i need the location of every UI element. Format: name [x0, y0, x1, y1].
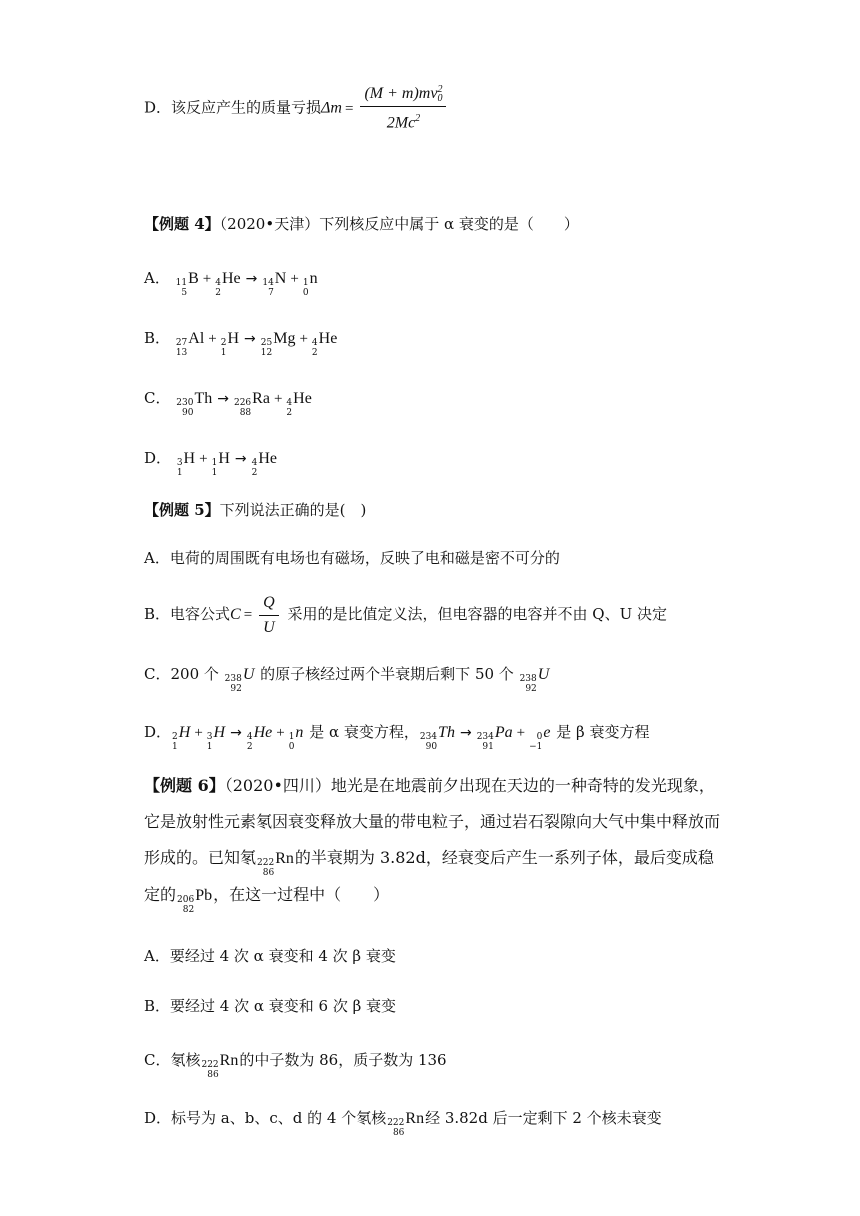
mass-number: 4	[251, 458, 258, 468]
q6-option-b: B．要经过 4 次 α 衰变和 6 次 β 衰变	[144, 997, 397, 1015]
nuclide-numbers	[172, 732, 178, 752]
element-symbol: H	[213, 724, 226, 741]
atomic-number: 2	[311, 348, 318, 358]
element-symbol: H	[227, 330, 240, 347]
nuclide-th234	[420, 721, 455, 750]
q5-option-c: C．200 个 238 92 U 的原子核经过两个半衰期后剩下 50 个 238 92 U	[144, 665, 550, 694]
nuclide-h3	[207, 721, 225, 750]
nuclide-numbers	[225, 674, 242, 694]
atomic-number: 2	[246, 742, 253, 752]
q4-source: （2020•天津）	[219, 215, 320, 233]
nuclide-th230	[176, 387, 212, 416]
atomic-number: 86	[392, 1128, 405, 1138]
nuclide-n1	[303, 267, 318, 296]
q6-stem-3: ，在这一过程中（ ）	[213, 885, 390, 904]
nuclide-electron	[529, 721, 550, 750]
nuclide-numbers	[201, 1060, 218, 1080]
q4-stem: 下列核反应中属于 α 衰变的是（ ）	[319, 215, 579, 233]
q5-question	[144, 498, 366, 522]
mass-number: 1	[211, 458, 218, 468]
element-symbol: He	[293, 390, 312, 407]
mass-number: 4	[311, 338, 318, 348]
element-symbol: Rn	[405, 1110, 425, 1127]
nuclide-numbers	[176, 278, 187, 298]
nuclide-numbers	[289, 732, 295, 752]
atomic-number: 86	[262, 868, 275, 878]
nuclide-numbers	[247, 732, 253, 752]
nuclide-he4	[215, 267, 240, 296]
mass-number: 25	[260, 338, 273, 348]
mass-number: 222	[201, 1060, 219, 1070]
atomic-number: 0	[288, 742, 295, 752]
q3-option-d-prefix: D．该反应产生的质量亏损	[144, 98, 322, 117]
atomic-number: 13	[175, 348, 188, 358]
mass-number: 3	[176, 458, 183, 468]
nuclide-u238	[225, 663, 255, 692]
nuclide-al27	[176, 327, 204, 356]
atomic-number: 90	[182, 408, 194, 418]
element-symbol: Pb	[195, 887, 213, 904]
mass-number: 11	[175, 278, 188, 288]
atomic-number: 0	[302, 288, 309, 298]
q6-source: （2020•四川）	[224, 776, 331, 795]
nuclide-numbers	[387, 1118, 404, 1138]
q5-option-a: A．电荷的周围既有电场也有磁场，反映了电和磁是密不可分的	[144, 549, 560, 567]
element-symbol: n	[309, 270, 318, 287]
nuclide-rn222	[201, 1049, 238, 1078]
mass-number: 238	[519, 674, 537, 684]
mass-number: 1	[288, 732, 295, 742]
atomic-number: 91	[482, 742, 494, 752]
element-symbol: Rn	[275, 850, 294, 867]
nuclide-numbers	[257, 858, 274, 878]
element-symbol: He	[318, 330, 338, 347]
q6-option-a: A．要经过 4 次 α 衰变和 4 次 β 衰变	[144, 947, 396, 965]
element-symbol: He	[253, 724, 273, 741]
atomic-number: 1	[206, 742, 213, 752]
q4-option-d: D． 3 1 H + 1 1 H → 4 2 He	[144, 449, 277, 478]
q5-option-b: B．电容公式C = $\frac{Q}{U}$ 采用的是比值定义法，但电容器的电容并不由 Q、U 决定	[144, 593, 667, 636]
nuclide-numbers	[234, 398, 251, 418]
q4-option-a: A． 11 5 B + 4 2 He → 14 7 N + 1 0 n	[144, 269, 318, 298]
nuclide-rn222	[257, 841, 294, 877]
mass-number: 4	[215, 278, 221, 288]
nuclide-numbers	[212, 458, 218, 478]
q5-capacitance-fraction: $\frac{Q}{U}$	[259, 593, 279, 638]
atomic-number: 86	[207, 1070, 219, 1080]
nuclide-numbers	[477, 732, 494, 752]
nuclide-numbers	[420, 732, 437, 752]
q6-option-d: D．标号为 a、b、c、d 的 4 个氡核 222 86 Rn 经 3.82d 后一定剩下 2 个核未衰变	[144, 1109, 662, 1138]
q3-fraction-numerator: (M + m)mv	[364, 85, 438, 102]
nuclide-numbers	[207, 732, 213, 752]
element-symbol: U	[537, 666, 550, 683]
nuclide-he4	[252, 447, 277, 476]
nuclide-pb206	[177, 878, 212, 914]
atomic-number: 1	[172, 742, 178, 752]
mass-number: 27	[175, 338, 188, 348]
element-symbol: U	[242, 666, 255, 683]
q4-option-c: C． 230 90 Th → 226 88 Ra + 4 2 He	[144, 389, 312, 418]
nuclide-pa234	[477, 721, 513, 750]
element-symbol: Al	[188, 330, 205, 347]
element-symbol: Pa	[494, 724, 513, 741]
mass-number: 4	[246, 732, 253, 742]
nuclide-rn222	[387, 1107, 424, 1136]
q4-option-b: B． 27 13 Al + 2 1 H → 25 12 Mg + 4 2 He	[144, 329, 338, 358]
nuclide-n14	[262, 267, 286, 296]
nuclide-numbers	[176, 398, 193, 418]
nuclide-h2	[221, 327, 239, 356]
nuclide-mg25	[261, 327, 296, 356]
atomic-number: 5	[181, 288, 188, 298]
element-symbol: e	[543, 724, 551, 741]
element-symbol: He	[221, 270, 241, 287]
atomic-number: 1	[176, 468, 183, 478]
q3-option-d-eq: =	[344, 100, 354, 117]
q3-option-d	[144, 84, 450, 133]
element-symbol: Th	[438, 724, 455, 741]
q4-header: 【例题 4】	[144, 215, 220, 233]
atomic-number: 88	[239, 408, 252, 418]
nuclide-numbers	[177, 895, 194, 915]
q6-header: 【例题 6】	[144, 776, 225, 795]
atomic-number: −1	[529, 742, 543, 752]
atomic-number: 2	[215, 288, 221, 298]
atomic-number: 2	[286, 408, 293, 418]
nuclide-numbers	[303, 278, 309, 298]
element-symbol: H	[183, 450, 196, 467]
atomic-number: 12	[260, 348, 273, 358]
nuclide-numbers	[529, 732, 542, 752]
q6-stem-2: 的半衰期为 3.82d，经衰变后产生一系列子体，最后变成稳定的	[144, 848, 714, 904]
element-symbol: He	[258, 450, 277, 467]
nuclide-numbers	[176, 338, 187, 358]
nuclide-numbers	[261, 338, 272, 358]
nuclide-numbers	[177, 458, 183, 478]
q3-fraction-denominator: 2Mc	[386, 114, 416, 132]
mass-number: 0	[536, 732, 543, 742]
element-symbol: B	[188, 270, 199, 287]
q3-option-d-lhs: Δm	[321, 99, 342, 117]
atomic-number: 92	[230, 684, 242, 694]
element-symbol: Mg	[273, 330, 296, 347]
nuclide-h2	[172, 721, 190, 750]
q5-header: 【例题 5】	[144, 501, 220, 519]
nuclide-h1	[212, 447, 230, 476]
nuclide-he4	[286, 387, 311, 416]
q5-option-d: D． 2 1 H + 3 1 H → 4 2 He + 1 0 n 是 α 衰变方程， 234 90 Th → 234 91 Pa + 0 −1 e 是 β 衰变方程	[144, 723, 650, 752]
mass-number: 222	[387, 1118, 405, 1128]
nuclide-numbers	[312, 338, 318, 358]
mass-number: 238	[224, 674, 242, 684]
q4-question	[144, 212, 579, 236]
nuclide-he4	[247, 721, 272, 750]
nuclide-numbers	[520, 674, 537, 694]
nuclide-numbers	[221, 338, 227, 358]
nuclide-numbers	[262, 278, 273, 298]
q6-option-c: C．氡核 222 86 Rn 的中子数为 86，质子数为 136	[144, 1051, 447, 1080]
element-symbol: Ra	[252, 390, 270, 407]
element-symbol: Rn	[219, 1052, 239, 1069]
element-symbol: n	[295, 724, 304, 741]
nuclide-b11	[176, 267, 199, 296]
mass-number: 1	[302, 278, 309, 288]
element-symbol: H	[218, 450, 230, 467]
element-symbol: Th	[194, 390, 213, 407]
nuclide-n1	[289, 721, 304, 750]
atomic-number: 2	[251, 468, 258, 478]
mass-number: 206	[177, 895, 195, 905]
mass-number: 226	[233, 398, 252, 408]
nuclide-ra226	[234, 387, 270, 416]
mass-number: 234	[476, 732, 494, 742]
q6-question	[144, 768, 724, 914]
q3-mass-defect-fraction: (M + m)mv 2 0 2Mc$^2$	[360, 84, 446, 133]
mass-number: 2	[220, 338, 227, 348]
nuclide-numbers	[215, 278, 221, 298]
atomic-number: 82	[182, 905, 195, 915]
element-symbol: N	[274, 270, 287, 287]
nuclide-numbers	[286, 398, 292, 418]
atomic-number: 1	[211, 468, 218, 478]
mass-number: 2	[172, 732, 178, 742]
nuclide-he4	[312, 327, 337, 356]
atomic-number: 1	[220, 348, 227, 358]
mass-number: 14	[262, 278, 274, 288]
nuclide-numbers	[252, 458, 258, 478]
atomic-number: 92	[525, 684, 537, 694]
mass-number: 3	[206, 732, 213, 742]
atomic-number: 7	[268, 288, 274, 298]
nuclide-h3	[177, 447, 195, 476]
mass-number: 222	[257, 858, 275, 868]
mass-number: 234	[419, 732, 438, 742]
q6-stem-1: 地光是在地震前夕出现在天边的一种奇特的发光现象，它是放射性元素氡因衰变释放大量的带电粒子，通过岩石裂隙向大气中集中释放而形成的。已知氡	[144, 776, 721, 867]
mass-number: 4	[286, 398, 293, 408]
atomic-number: 90	[425, 742, 438, 752]
nuclide-u238	[520, 663, 550, 692]
mass-number: 230	[176, 398, 194, 408]
element-symbol: H	[178, 724, 191, 741]
q5-stem: 下列说法正确的是( )	[219, 501, 367, 519]
